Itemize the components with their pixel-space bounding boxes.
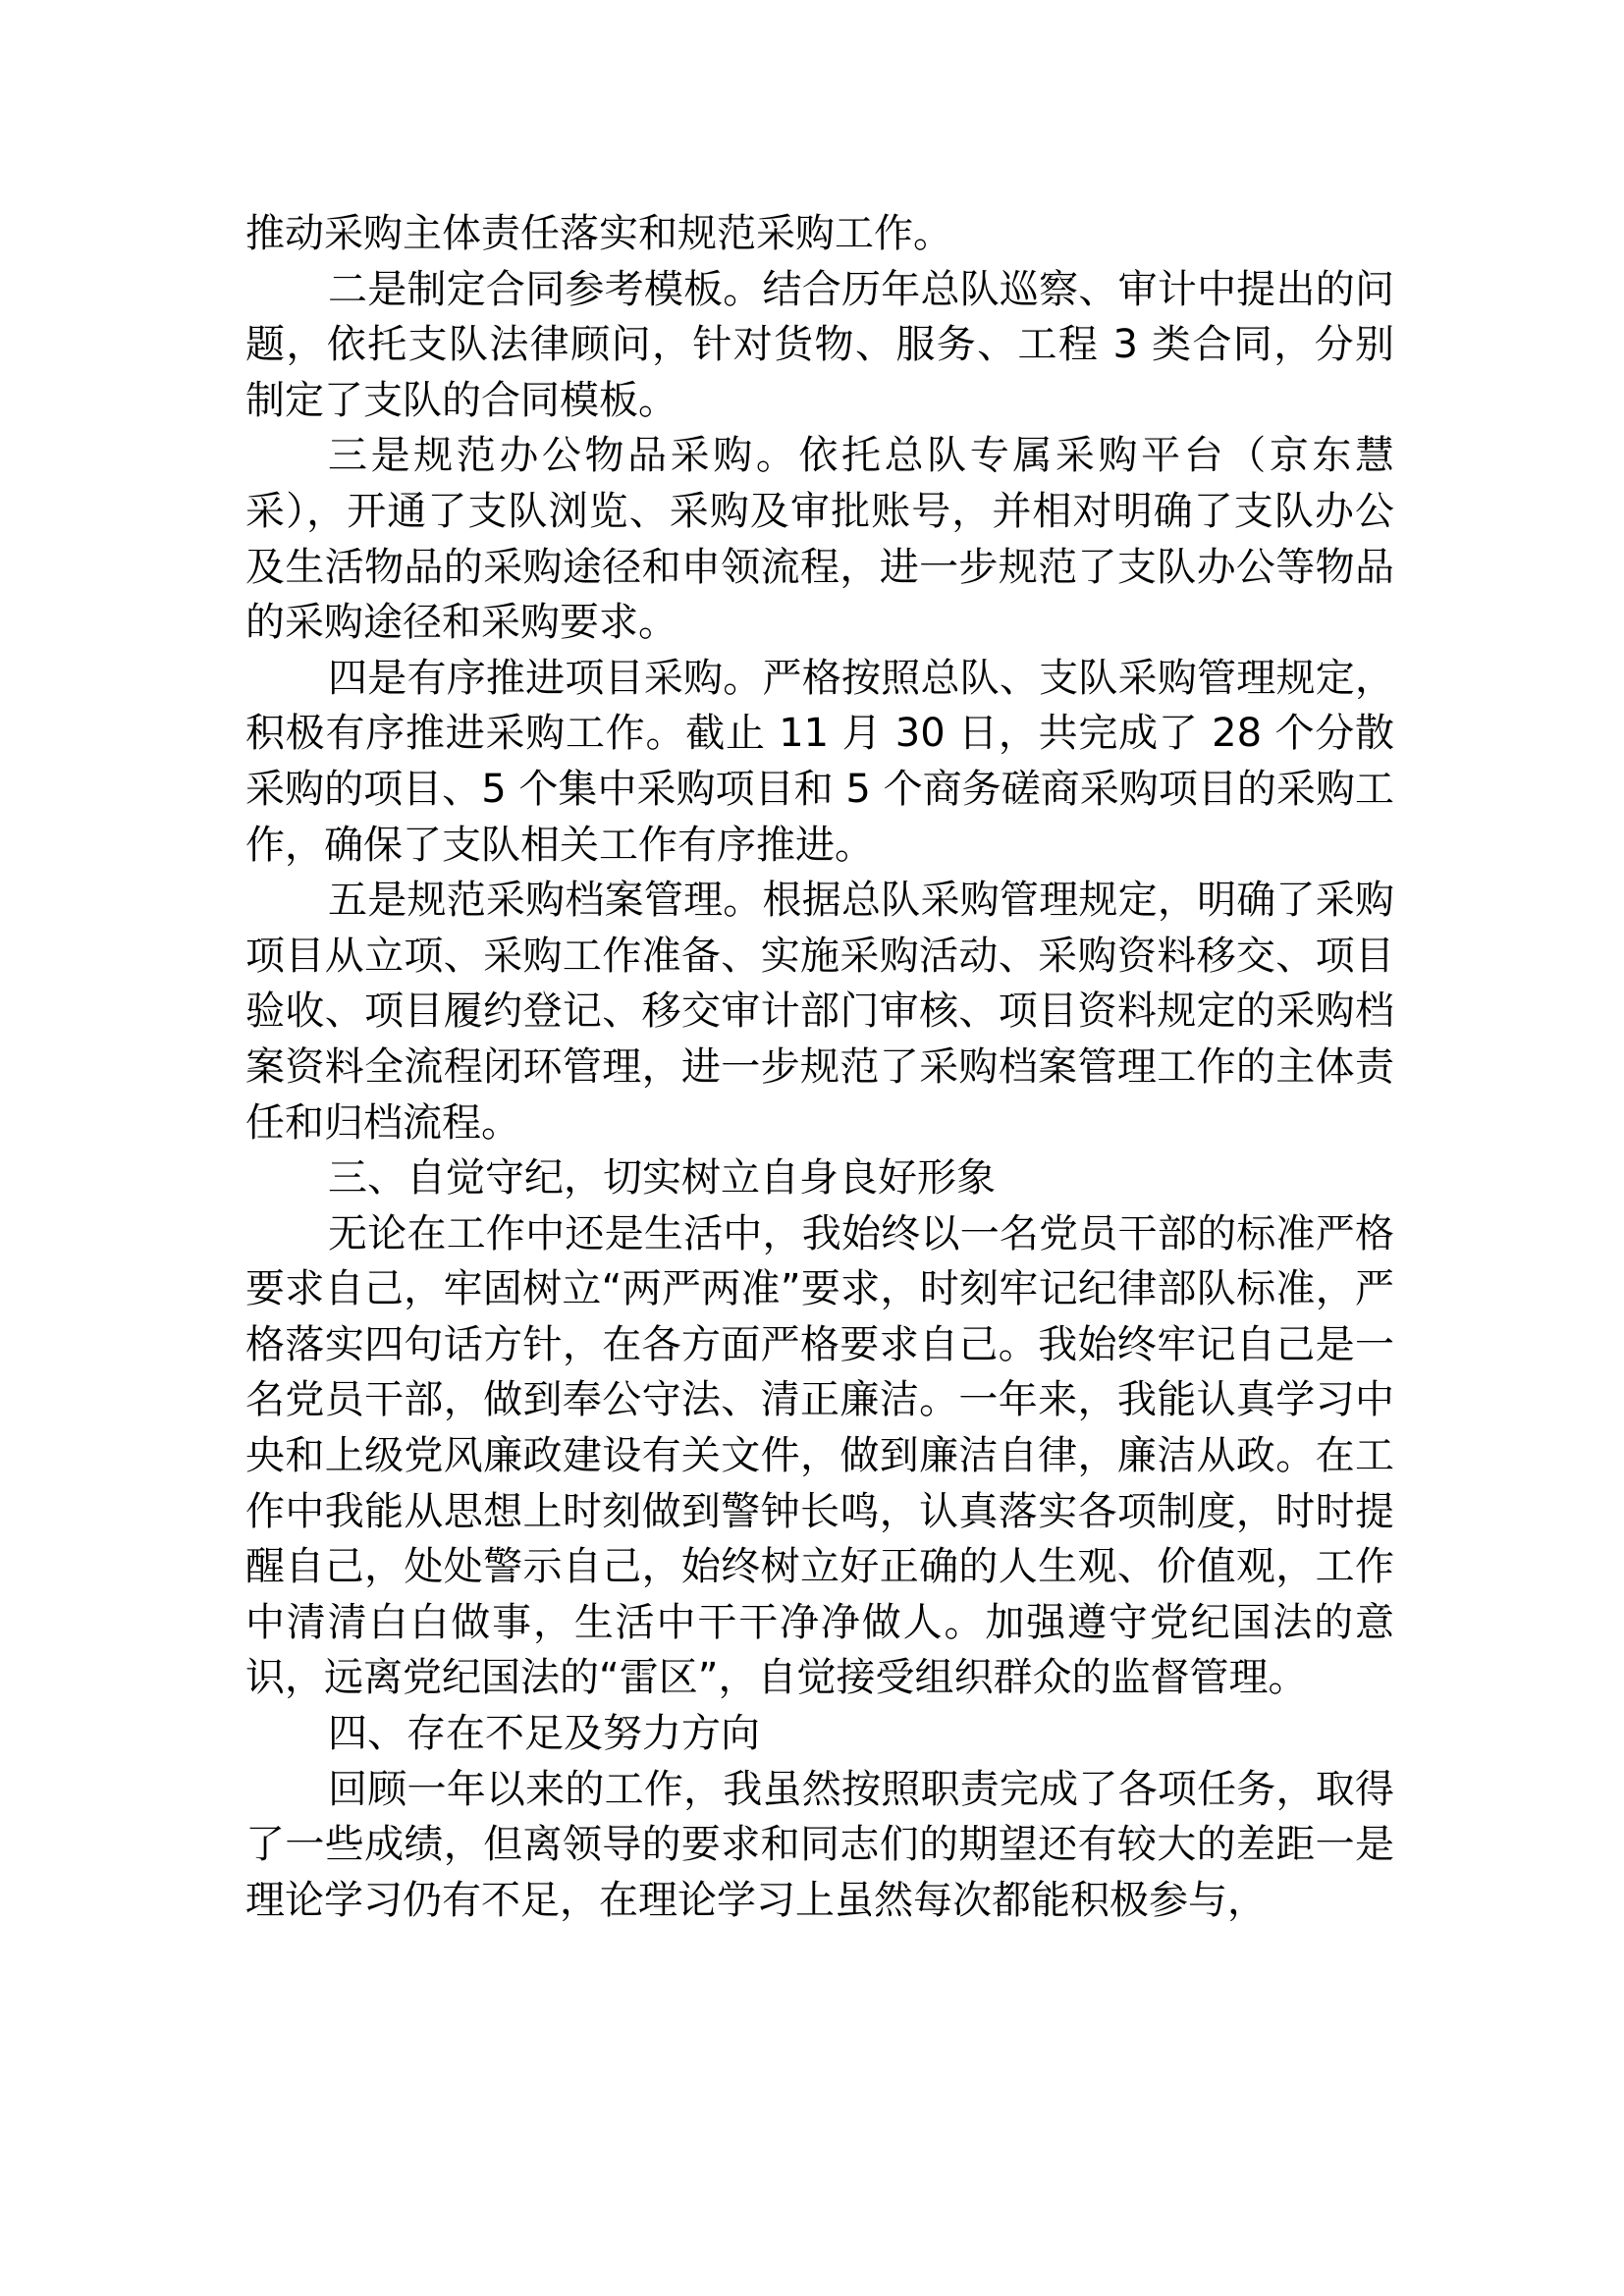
- paragraph-discipline: 无论在工作中还是生活中，我始终以一名党员干部的标准严格要求自己，牢固树立“两严两准”要求，时刻牢记纪律部队标准，严格落实四句话方针，在各方面严格要求自己。我始终牢记自己是一名党员干部，做到奉公守法、清正廉洁。一年来，我能认真学习中央和上级党风廉政建设有关文件，做到廉洁自律，廉洁从政。在工作中我能从思想上时刻做到警钟长鸣，认真落实各项制度，时时提醒自己，处处警示自己，始终树立好正确的人生观、价值观，工作中清清白白做事，生活中干干净净做人。加强遵守党纪国法的意识，远离党纪国法的“雷区”，自觉接受组织群众的监督管理。: [245, 1210, 1394, 1701]
- paragraph-review: 回顾一年以来的工作，我虽然按照职责完成了各项任务，取得了一些成绩，但离领导的要求和同志们的期望还有较大的差距一是理论学习仍有不足，在理论学习上虽然每次都能积极参与，: [245, 1766, 1394, 1923]
- section-heading-discipline: 三、自觉守纪，切实树立自身良好形象: [328, 1155, 996, 1201]
- paragraph-office-procurement: 三是规范办公物品采购。依托总队专属采购平台（京东慧采），开通了支队浏览、采购及审批账号，并相对明确了支队办公及生活物品的采购途径和申领流程，进一步规范了支队办公等物品的采购途径和采购要求。: [245, 433, 1394, 646]
- paragraph-archive-management: 五是规范采购档案管理。根据总队采购管理规定，明确了采购项目从立项、采购工作准备、实施采购活动、采购资料移交、项目验收、项目履约登记、移交审计部门审核、项目资料规定的采购档案资料全流程闭环管理，进一步规范了采购档案管理工作的主体责任和归档流程。: [245, 878, 1394, 1146]
- paragraph-contract-template: 二是制定合同参考模板。结合历年总队巡察、审计中提出的问题，依托支队法律顾问，针对货物、服务、工程 3 类合同，分别制定了支队的合同模板。: [245, 266, 1394, 423]
- section-heading-shortcomings: 四、存在不足及努力方向: [328, 1711, 760, 1757]
- document-page: [245, 206, 1394, 1928]
- paragraph-project-procurement: 四是有序推进项目采购。严格按照总队、支队采购管理规定，积极有序推进采购工作。截止 11 月 30 日，共完成了 28 个分散采购的项目、5 个集中采购项目和 5 个商务磋商采购项目的采购工作，确保了支队相关工作有序推进。: [245, 655, 1394, 868]
- paragraph-continuation: 推动采购主体责任落实和规范采购工作。: [245, 211, 952, 256]
